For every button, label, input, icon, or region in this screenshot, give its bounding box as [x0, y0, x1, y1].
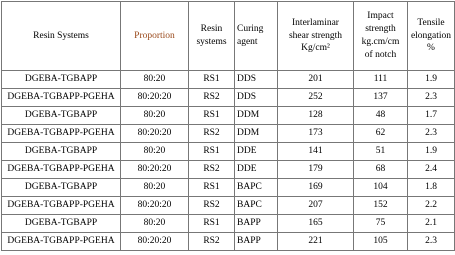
resin-code-cell: RS2 [189, 125, 235, 143]
table-row [2, 179, 455, 197]
curing-agent-cell: DDM [235, 125, 278, 143]
resin-system-cell: DGEBA-TGBAPP [2, 143, 121, 161]
resin-system-cell: DGEBA-TGBAPP-PGEHA [2, 233, 121, 251]
header-tensile-elongation: Tensile elongation % [408, 2, 455, 71]
impact-strength-cell: 104 [354, 179, 408, 197]
table-row [2, 107, 455, 125]
header-row [2, 2, 455, 71]
proportion-cell: 80:20:20 [121, 125, 189, 143]
impact-strength-cell: 75 [354, 215, 408, 233]
header-curing-agent: Curing agent [235, 2, 278, 71]
impact-strength-cell: 152 [354, 197, 408, 215]
resin-system-cell: DGEBA-TGBAPP [2, 179, 121, 197]
header-impact-strength: Impact strength kg.cm/cm of notch [354, 2, 408, 71]
header-resin-systems-short: Resin systems [189, 2, 235, 71]
resin-code-cell: RS2 [189, 161, 235, 179]
resin-system-cell: DGEBA-TGBAPP [2, 71, 121, 89]
resin-code-cell: RS1 [189, 107, 235, 125]
resin-system-cell: DGEBA-TGBAPP-PGEHA [2, 89, 121, 107]
interlaminar-shear-cell: 169 [278, 179, 354, 197]
table-row [2, 125, 455, 143]
proportion-cell: 80:20:20 [121, 233, 189, 251]
tensile-elongation-cell: 1.8 [408, 179, 455, 197]
resin-system-cell: DGEBA-TGBAPP [2, 107, 121, 125]
table-row [2, 143, 455, 161]
table-row [2, 161, 455, 179]
tensile-elongation-cell: 1.9 [408, 71, 455, 89]
interlaminar-shear-cell: 179 [278, 161, 354, 179]
resin-system-cell: DGEBA-TGBAPP-PGEHA [2, 161, 121, 179]
curing-agent-cell: DDM [235, 107, 278, 125]
resin-code-cell: RS2 [189, 197, 235, 215]
resin-system-cell: DGEBA-TGBAPP [2, 215, 121, 233]
impact-strength-cell: 111 [354, 71, 408, 89]
impact-strength-cell: 68 [354, 161, 408, 179]
tensile-elongation-cell: 1.7 [408, 107, 455, 125]
curing-agent-cell: DDS [235, 71, 278, 89]
table-row [2, 197, 455, 215]
table-header [2, 2, 455, 71]
resin-properties-table [1, 1, 455, 251]
resin-code-cell: RS1 [189, 215, 235, 233]
proportion-cell: 80:20 [121, 179, 189, 197]
tensile-elongation-cell: 2.2 [408, 197, 455, 215]
table-row [2, 233, 455, 251]
resin-system-cell: DGEBA-TGBAPP-PGEHA [2, 197, 121, 215]
proportion-cell: 80:20:20 [121, 89, 189, 107]
interlaminar-shear-cell: 165 [278, 215, 354, 233]
proportion-cell: 80:20:20 [121, 161, 189, 179]
resin-code-cell: RS1 [189, 71, 235, 89]
interlaminar-shear-cell: 173 [278, 125, 354, 143]
header-interlaminar-shear-strength: Interlaminar shear strength Kg/cm² [278, 2, 354, 71]
interlaminar-shear-cell: 207 [278, 197, 354, 215]
resin-code-cell: RS1 [189, 179, 235, 197]
tensile-elongation-cell: 1.9 [408, 143, 455, 161]
proportion-cell: 80:20 [121, 71, 189, 89]
resin-code-cell: RS2 [189, 233, 235, 251]
curing-agent-cell: BAPC [235, 179, 278, 197]
interlaminar-shear-cell: 141 [278, 143, 354, 161]
table-row [2, 89, 455, 107]
impact-strength-cell: 62 [354, 125, 408, 143]
table-row [2, 215, 455, 233]
table-body [2, 71, 455, 251]
resin-code-cell: RS2 [189, 89, 235, 107]
interlaminar-shear-cell: 252 [278, 89, 354, 107]
tensile-elongation-cell: 2.3 [408, 233, 455, 251]
proportion-cell: 80:20 [121, 143, 189, 161]
header-resin-systems: Resin Systems [2, 2, 121, 71]
curing-agent-cell: DDE [235, 161, 278, 179]
tensile-elongation-cell: 2.4 [408, 161, 455, 179]
proportion-cell: 80:20:20 [121, 197, 189, 215]
curing-agent-cell: DDE [235, 143, 278, 161]
interlaminar-shear-cell: 128 [278, 107, 354, 125]
impact-strength-cell: 105 [354, 233, 408, 251]
curing-agent-cell: BAPC [235, 197, 278, 215]
proportion-cell: 80:20 [121, 215, 189, 233]
impact-strength-cell: 137 [354, 89, 408, 107]
proportion-cell: 80:20 [121, 107, 189, 125]
tensile-elongation-cell: 2.3 [408, 125, 455, 143]
resin-system-cell: DGEBA-TGBAPP-PGEHA [2, 125, 121, 143]
curing-agent-cell: BAPP [235, 215, 278, 233]
impact-strength-cell: 48 [354, 107, 408, 125]
table-row [2, 71, 455, 89]
impact-strength-cell: 51 [354, 143, 408, 161]
interlaminar-shear-cell: 201 [278, 71, 354, 89]
resin-code-cell: RS1 [189, 143, 235, 161]
curing-agent-cell: BAPP [235, 233, 278, 251]
interlaminar-shear-cell: 221 [278, 233, 354, 251]
curing-agent-cell: DDS [235, 89, 278, 107]
tensile-elongation-cell: 2.1 [408, 215, 455, 233]
tensile-elongation-cell: 2.3 [408, 89, 455, 107]
header-proportion: Proportion [121, 2, 189, 71]
